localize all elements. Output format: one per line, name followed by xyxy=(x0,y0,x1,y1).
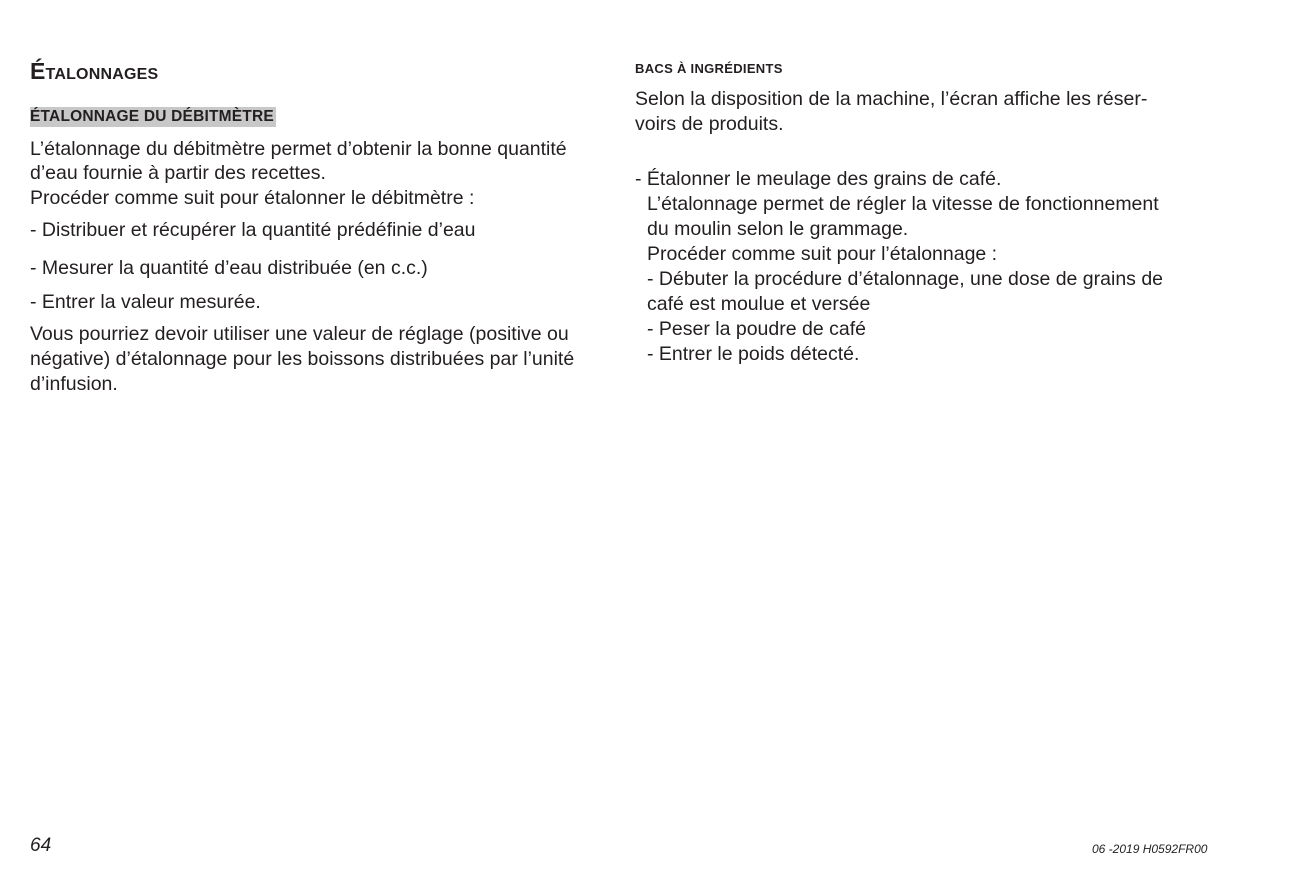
flowmeter-step-1: - Distribuer et récupérer la quantité prédéfinie d’eau xyxy=(30,219,476,241)
flowmeter-step-2: - Mesurer la quantité d’eau distribuée (en c.c.) xyxy=(30,257,428,279)
document-reference: 06 -2019 H0592FR00 xyxy=(1092,842,1208,856)
grinder-line-5: - Débuter la procédure d’étalonnage, une dose de grains de xyxy=(647,268,1164,290)
page-number: 64 xyxy=(30,835,52,856)
grinder-line-7: - Peser la poudre de café xyxy=(647,318,866,340)
bins-intro-line-2: voirs de produits. xyxy=(635,113,784,135)
section-title-initial: É xyxy=(30,58,46,84)
flowmeter-intro-line-2: d’eau fournie à partir des recettes. xyxy=(30,162,326,184)
grinder-line-8: - Entrer le poids détecté. xyxy=(647,343,860,365)
grinder-line-2: L’étalonnage permet de régler la vitesse de fonctionnement xyxy=(647,193,1159,215)
grinder-line-4: Procéder comme suit pour l’étalonnage : xyxy=(647,243,998,265)
subsection-title-flowmeter: ÉTALONNAGE DU DÉBITMÈTRE xyxy=(30,108,274,125)
grinder-line-3: du moulin selon le grammage. xyxy=(647,218,909,240)
subsection-title-ingredient-bins: BACS À INGRÉDIENTS xyxy=(635,61,783,76)
flowmeter-step-3: - Entrer la valeur mesurée. xyxy=(30,291,261,313)
section-title-rest: TALONNAGES xyxy=(45,66,159,83)
grinder-line-1: - Étalonner le meulage des grains de café. xyxy=(635,168,1002,190)
flowmeter-intro-line-1: L’étalonnage du débitmètre permet d’obtenir la bonne quantité xyxy=(30,138,567,160)
grinder-line-6: café est moulue et versée xyxy=(647,293,871,315)
section-title xyxy=(30,58,158,85)
flowmeter-intro-line-3: Procéder comme suit pour étalonner le débitmètre : xyxy=(30,187,475,209)
flowmeter-note-line-3: d’infusion. xyxy=(30,373,118,395)
flowmeter-note-line-1: Vous pourriez devoir utiliser une valeur de réglage (positive ou xyxy=(30,323,569,345)
bins-intro-line-1: Selon la disposition de la machine, l’écran affiche les réser- xyxy=(635,88,1148,110)
flowmeter-note-line-2: négative) d’étalonnage pour les boissons distribuées par l’unité xyxy=(30,348,575,370)
